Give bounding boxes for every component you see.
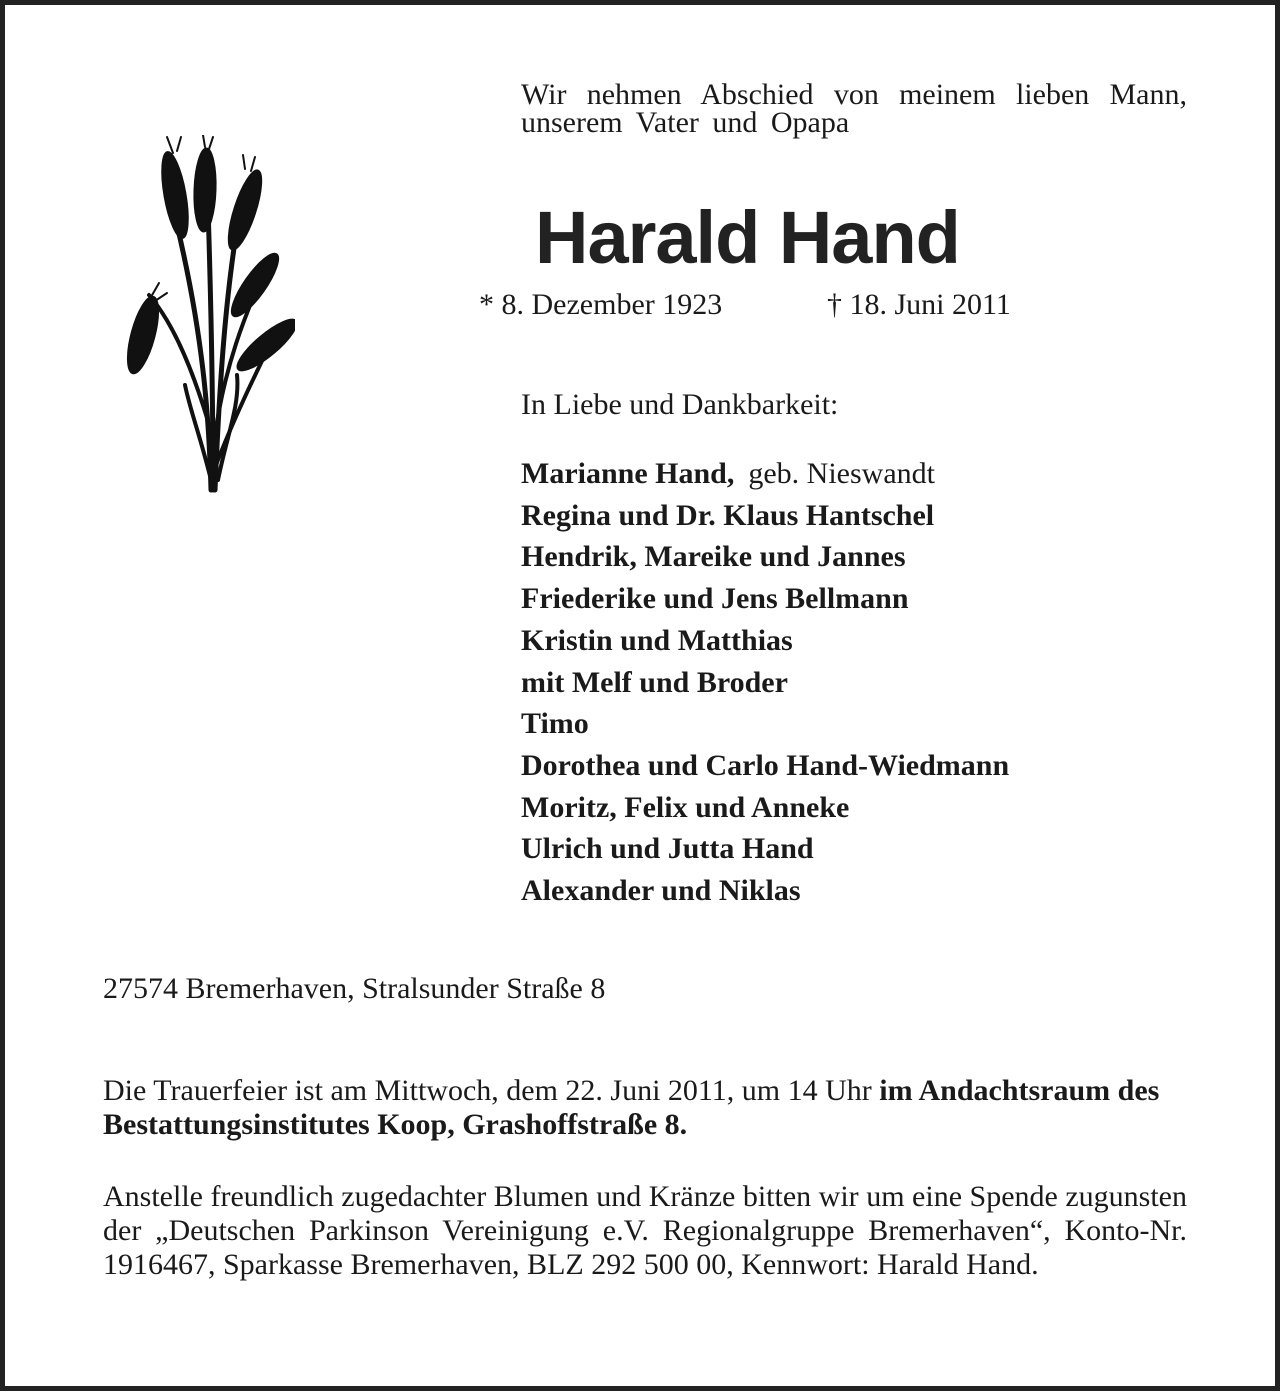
family-names: Marianne Hand, [521,457,735,490]
death-date: † 18. Juni 2011 [827,288,1011,321]
family-row: Hendrik, Mareike und Jannes [521,540,906,574]
service-location: im Andachtsraum des Bestattungsinstitutes Koop, Grashoffstraße 8. [103,1074,1160,1141]
family-row: Friederike und Jens Bellmann [521,582,909,616]
family-row [521,453,1009,495]
deceased-name: Harald Hand [535,196,960,279]
address: 27574 Bremerhaven, Stralsunder Straße 8 [103,972,606,1005]
funeral-service-text [103,1074,1187,1142]
birth-date: * 8. Dezember 1923 [479,288,723,321]
family-row: mit Melf und Broder [521,665,788,699]
family-row: Moritz, Felix und Anneke [521,790,850,824]
family-list [521,453,1009,912]
family-row: Regina und Dr. Klaus Hantschel [521,498,935,532]
donation-text: Anstelle freundlich zugedachter Blumen und Kränze bitten wir um eine Spende zugunsten der „Deutschen Parkinson Vereinigung e.V. Regionalgruppe Bremerhaven“, Konto-Nr. 1916467, Sparkasse Bremerhaven, BLZ 292 500 00, Kennwort: Harald Hand. [103,1180,1187,1281]
service-time: Die Trauerfeier ist am Mittwoch, dem 22. Juni 2011, um 14 Uhr [103,1074,880,1107]
intro-text: Wir nehmen Abschied von meinem lieben Mann, unserem Vater und Opapa [521,78,1187,139]
family-maiden-name: geb. Nieswandt [748,457,935,490]
thanks-line: In Liebe und Dankbarkeit: [521,388,839,421]
family-row: Alexander und Niklas [521,874,801,908]
family-row: Timo [521,707,589,741]
wheat-icon [115,135,295,505]
family-row: Kristin und Matthias [521,623,793,657]
family-row: Ulrich und Jutta Hand [521,832,814,866]
family-row: Dorothea und Carlo Hand-Wiedmann [521,748,1010,782]
